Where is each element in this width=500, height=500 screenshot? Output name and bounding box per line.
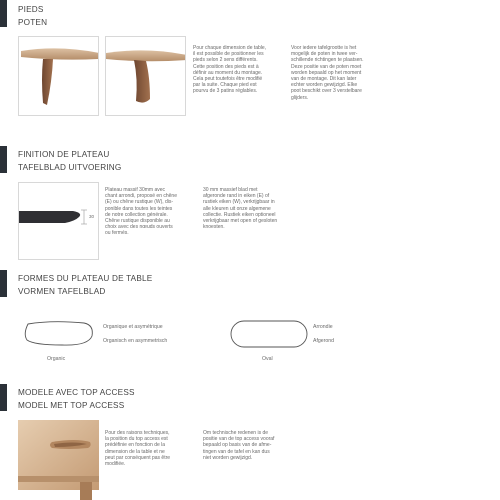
top-access-text-nl: Om technische redenen is de positie van de top access vooraf bepaald op basis van de afme- tingen van de tafel en kan dus niet worden gewijzigd. [203, 430, 275, 461]
section-title-fr: MODELE AVEC TOP ACCESS [18, 388, 135, 397]
shape-label-fr: Organique et asymétrique [103, 324, 163, 330]
oval-shape-icon [229, 318, 309, 350]
legs-text-fr: Pour chaque dimension de table, il est possible de positionner les pieds selon 2 sens différents. Cette position des pieds est à définir au moment du montage. Cela peut toutefois être modifié par la suite. Chaque pied est pourvu de 3 patins réglables. [193, 45, 267, 95]
top-access-image [18, 420, 99, 500]
shape-label-nl: Organisch en asymmetrisch [103, 338, 168, 344]
section-title-nl: POTEN [18, 18, 48, 27]
section-title-nl: MODEL MET TOP ACCESS [18, 401, 125, 410]
section-title-fr: PIEDS [18, 5, 44, 14]
leg-image-2 [105, 36, 186, 116]
legs-text-nl: Voor iedere tafelgrootte is het mogelijk de poten in twee ver- schillende richtingen te plaatsen. Deze positie van de poten moet worden bepaald op het moment van de montage. Dit kan later echter worden gewijzigd. Elke poot beschikt over 3 verstelbare glijders. [291, 45, 364, 101]
edge-profile-image [18, 182, 99, 260]
shape-label-fr: Arrondie [313, 324, 333, 330]
section-marker [0, 0, 7, 27]
top-finish-text-fr: Plateau massif 30mm avec chant arrondi, proposé en chêne (E) ou chêne rustique (W), dis- ponible dans toutes les teintes de notre collection générale. Chêne rustique disponible au choix avec des nœuds ouverts ou fermés. [105, 187, 177, 237]
top-access-text-fr: Pour des raisons techniques, la position du top access est prédéfinie en fonction de la dimension de la table et ne peut par conséquent pas être modifiée. [105, 430, 171, 468]
section-marker [0, 270, 7, 297]
shape-caption: Oval [262, 356, 273, 362]
organic-shape-icon [22, 318, 96, 350]
top-finish-text-nl: 30 mm massief blad met afgeronde rand in eiken (E) of rustiek eiken (W), verkrijgbaar in alle kleuren uit onze algemene collectie. Rustiek eiken optioneel verkrijgbaar met open of gesloten knoesten. [203, 187, 278, 231]
section-title-nl: VORMEN TAFELBLAD [18, 287, 106, 296]
leg-image-1 [18, 36, 99, 116]
shape-label-nl: Afgerond [313, 338, 335, 344]
thickness-label: 30 [89, 214, 95, 219]
section-title-fr: FORMES DU PLATEAU DE TABLE [18, 274, 153, 283]
shape-caption: Organic [47, 356, 66, 362]
section-marker [0, 384, 7, 411]
section-marker [0, 146, 7, 173]
section-title-fr: FINITION DE PLATEAU [18, 150, 110, 159]
section-title-nl: TAFELBLAD UITVOERING [18, 163, 122, 172]
